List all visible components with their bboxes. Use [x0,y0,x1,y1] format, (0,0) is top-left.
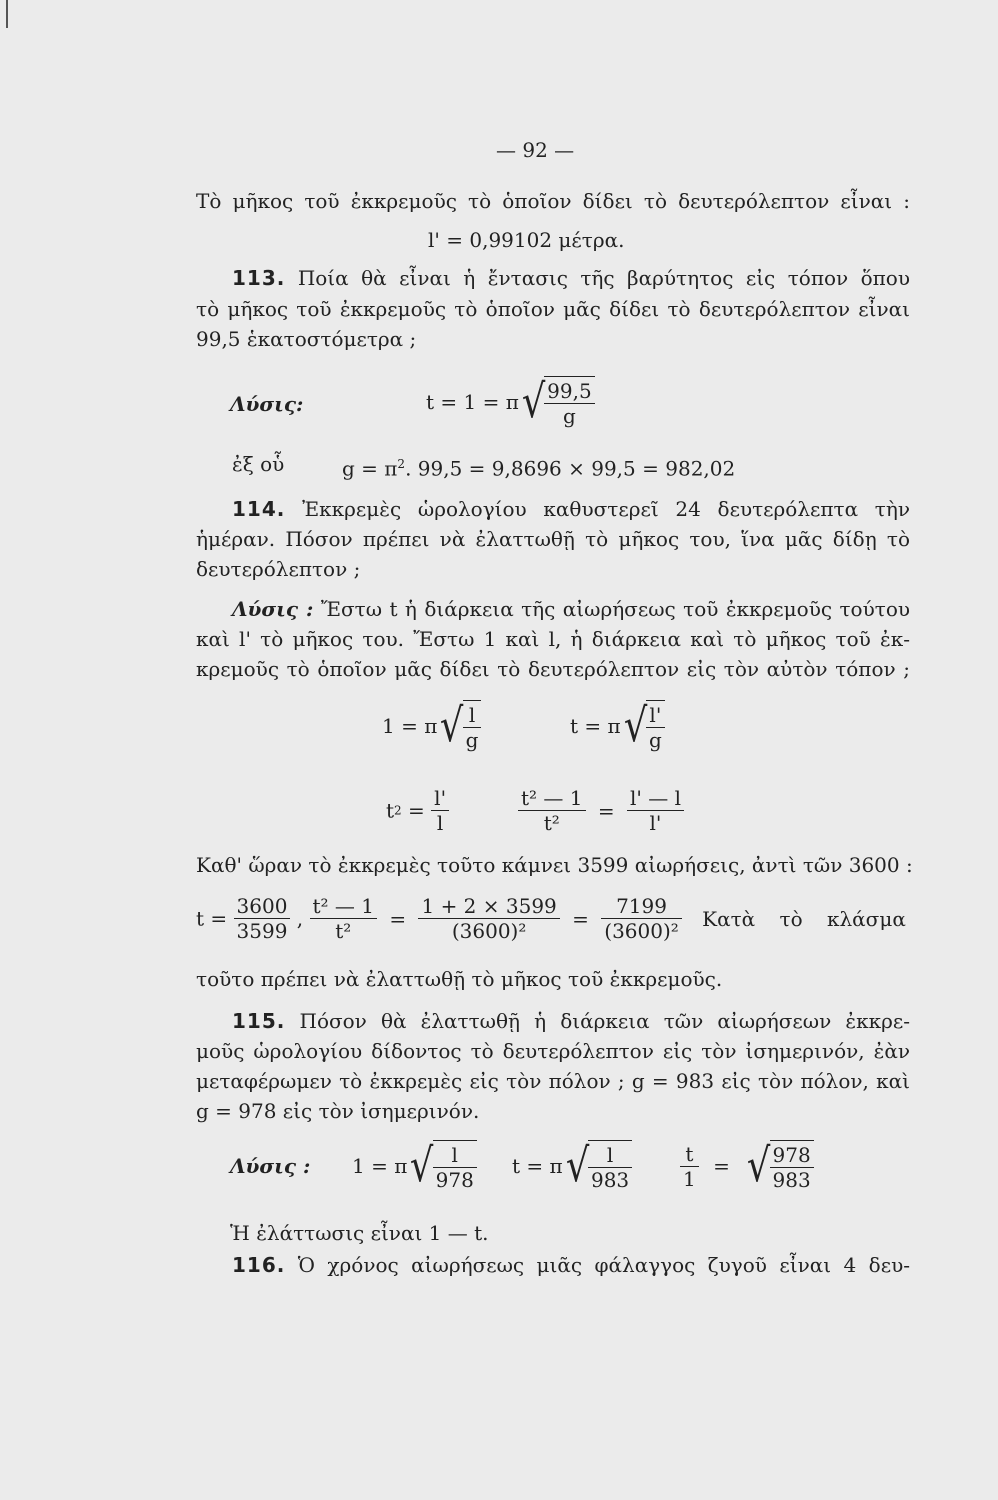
ex-ou-label: ἐξ οὗ [232,452,285,476]
formula-l-prime: l' = 0,99102 μέτρα. [428,228,625,252]
problem-114-line6: κρεμοῦς τὸ ὁποῖον μᾶς δίδει τὸ δευτερόλεπτον εἰς τὸν αὐτὸν τόπον ; [196,657,910,681]
problem-114-line7: Καθ' ὥραν τὸ ἐκκρεμὲς τοῦτο κάμνει 3599 αἰωρήσεις, ἀντὶ τῶν 3600 : [196,853,913,877]
problem-113-number: 113. [232,266,286,290]
problem-113-line2: τὸ μῆκος τοῦ ἐκκρεμοῦς τὸ ὁποῖον μᾶς δίδει τὸ δευτερόλεπτον εἶναι [196,297,910,321]
problem-113-line3: 99,5 ἑκατοστόμετρα ; [196,327,417,351]
problem-116-number: 116. [232,1253,286,1277]
formula-115-2: t = π √ $\frac{l}{983}$ [512,1140,632,1192]
solution-label-115: Λύσις : [230,1154,311,1178]
page-number: — 92 — [496,138,575,162]
problem-114-line4: Λύσις : Ἔστω t ἡ διάρκεια τῆς αἰωρήσεως τοῦ ἐκκρεμοῦς τούτου [232,597,911,621]
formula-114-4: $\frac{\text{t² — 1}}{\text{t²}}$ = $\frac{l' — l}{l'}$ [518,786,684,835]
formula-114-1: 1 = π √ $\frac{l}{g}$ [382,700,481,752]
problem-116-line1: 116. Ὁ χρόνος αἰωρήσεως μιᾶς φάλαγγος ζυγοῦ εἶναι 4 δευ- [232,1253,910,1277]
problem-115-line3: μεταφέρωμεν τὸ ἐκκρεμὲς εἰς τὸν πόλον ; g = 983 εἰς τὸν πόλον, καὶ [196,1069,910,1093]
formula-115-1: 1 = π √ $\frac{l}{978}$ [352,1140,477,1192]
formula-114-ratio: t = $\frac{3600}{3599}$ , $\frac{\text{t² — 1}}{\text{t²}}$ = $\frac{1 + 2 \times 3599}{\text{(3600)²}}$ = $\frac{7199}{\text{(3600)²}}$ Κατὰ τὸ κλάσμα [196,894,906,943]
problem-115-line4: g = 978 εἰς τὸν ἰσημερινόν. [196,1099,480,1123]
scan-edge-mark [6,0,8,28]
formula-113-t: t = 1 = π √ $\frac{99,5}{g}$ [426,376,595,428]
intro-text: Τὸ μῆκος τοῦ ἐκκρεμοῦς τὸ ὁποῖον δίδει τὸ δευτερόλεπτον εἶναι : [196,189,910,213]
solution-label-114: Λύσις : [232,597,314,621]
formula-114-3: t2 = $\frac{l'}{l}$ [386,786,449,835]
problem-114-line1: 114. Ἐκκρεμὲς ὡρολογίου καθυστερεῖ 24 δευτερόλεπτα τὴν [232,497,911,521]
formula-114-2: t = π √ $\frac{l'}{g}$ [570,700,665,752]
problem-114-line5: καὶ l' τὸ μῆκος του. Ἔστω 1 καὶ l, ἡ διάρκεια καὶ τὸ μῆκος τοῦ ἐκ- [196,627,910,651]
formula-113-g: $g = \pi^2$. 99,5 = 9,8696 × 99,5 = 982,02 [342,456,736,481]
problem-115-line5: Ἡ ἐλάττωσις εἶναι 1 — t. [230,1221,489,1245]
solution-label-113: Λύσις: [230,392,304,416]
problem-114-line2: ἡμέραν. Πόσον πρέπει νὰ ἐλαττωθῇ τὸ μῆκος του, ἵνα μᾶς δίδῃ τὸ [196,527,910,551]
problem-115-line2: μοῦς ὡρολογίου δίδοντος τὸ δευτερόλεπτον εἰς τὸν ἰσημερινόν, ἐὰν [196,1039,910,1063]
problem-114-line3: δευτερόλεπτον ; [196,557,361,581]
problem-115-line1: 115. Πόσον θὰ ἐλαττωθῇ ἡ διάρκεια τῶν αἰωρήσεων ἐκκρε- [232,1009,910,1033]
problem-114-number: 114. [232,497,286,521]
problem-114-line8: τοῦτο πρέπει νὰ ἐλαττωθῇ τὸ μῆκος τοῦ ἐκκρεμοῦς. [196,967,723,991]
formula-115-3: $\frac{t}{1}$ = √ $\frac{978}{983}$ [680,1140,814,1192]
problem-113-line1: 113. Ποία θὰ εἶναι ἡ ἔντασις τῆς βαρύτητος εἰς τόπον ὅπου [232,266,911,290]
problem-115-number: 115. [232,1009,286,1033]
